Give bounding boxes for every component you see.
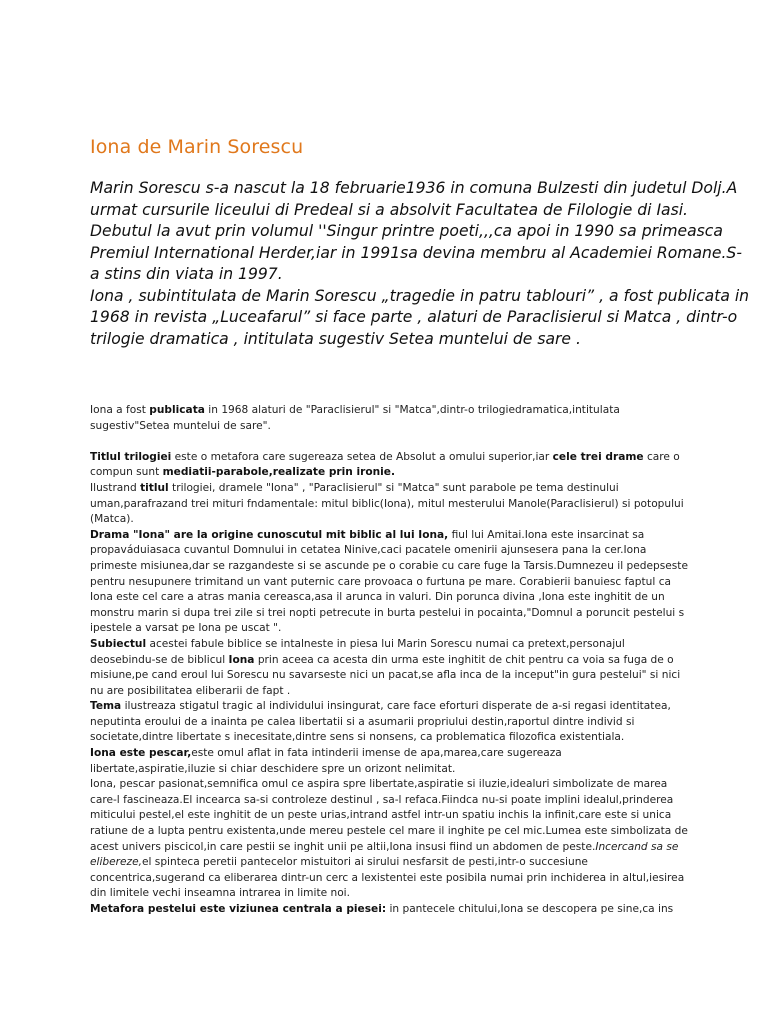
bold-text: Titlul trilogiei (90, 450, 172, 463)
bold-text: Tema (90, 700, 122, 713)
intro-paragraph-biography: Marin Sorescu s-a nascut la 18 februarie1936 in comuna Bulzesti din judetul Dolj.A urmat cursurile liceului di Predeal si a absolvit Facultatea de Filologie di Iasi. Debutul la avut prin volumul ''Singur printre poeti,,,ca apoi in 1990 sa primeasca Premiul International Herder,iar in 1991sa devina membru al Academiei Romane.S-a stins din viata in 1997. (90, 179, 742, 283)
text: este o metafora care sugereaza setea de Absolut a omului superior,iar (171, 450, 553, 463)
text: fiul lui Amitai.Iona este insarcinat sa propaváduiasaca cuvantul Domnului in cetatea Ninive,caci pacatele omenirii ajunsesera pana la cer.Iona primeste misiunea,dar se razgandeste si se ascunde pe o corabie cu care fuge la Tarsis.Dumnezeu il pedepseste pentru nesupunere trimitand un vant puternic care provoaca o furtuna pe mare. Corabierii banuiesc faptul ca Iona este cel care a atras mania cereasca,asa il arunca in valuri. Din porunca divina ,Iona este inghitit de un monstru marin si dupa trei zile si trei nopti petrecute in burta pestelui in pocainta,"Domnul a poruncit pestelui s ipestele a varsat pe Iona pe uscat ". (90, 528, 688, 635)
bold-text: Iona (228, 653, 255, 666)
bold-text: Subiectul (90, 637, 147, 650)
intro-paragraph-play: Iona , subintitulata de Marin Sorescu „tragedie in patru tablouri” , a fost publicata in 1968 in revista „Luceafarul” si face parte , alaturi de Paraclisierul si Matca , dintr-o trilogie dramatica , intitulata sugestiv Setea muntelui de sare . (90, 286, 750, 348)
text: Ilustrand (90, 481, 141, 494)
text: este omul aflat in fata intinderii imense de apa,marea,care sugereaza libertate,aspiratie,iluzie si chiar deschidere spre un orizont nelimitat. (90, 747, 562, 775)
bold-text: cele trei drame (552, 450, 644, 463)
body-section (90, 403, 690, 918)
text: el spinteca peretii pantecelor mistuitori ai sirului nesfarsit de pesti,intr-o succesiune concentrica,sugerand ca eliberarea dintr-un cerc a lexistentei este posibila numai prin inchiderea in altul,iesirea din limitele vechi inseamna intrarea in limite noi. (90, 856, 685, 900)
paragraph-subject (90, 637, 690, 699)
text: care o compun sunt (90, 450, 680, 479)
bold-text: titlul (140, 481, 169, 494)
text: prin aceea ca acesta din urma este inghitit de chit pentru ca voia sa fuga de o misiune,pe cand eroul lui Sorescu nu savarseste nici un pacat,se afla inca de la inceput"in gura pestelui" si nici nu are posibilitatea eliberarii de fapt . (90, 653, 681, 697)
paragraph-metaphor (90, 902, 690, 918)
paragraph-parables (90, 481, 690, 528)
document-title: Iona de Marin Sorescu (90, 136, 304, 158)
text: trilogiei, dramele "Iona" , "Paraclisierul" si "Matca" sunt parabole pe tema destinului uman,parafrazand trei mituri fndamentale: mitul biblic(Iona), mitul mesterului Manole(Paraclisierul) si potopului (Matca). (90, 481, 684, 526)
paragraph-publication (90, 403, 690, 434)
bold-text: mediatii-parabole,realizate prin ironie. (162, 466, 395, 479)
paragraph-theme (90, 699, 690, 746)
italic-text: Incercand sa se elibereze, (90, 840, 679, 869)
text: in pantecele chitului,Iona se descopera pe sine,ca ins (386, 903, 674, 915)
bold-text: Iona este pescar, (90, 747, 192, 760)
text: ilustreaza stigatul tragic al individului insingurat, care face eforturi disperate de a-si regasi identitatea, neputinta eroului de a inainta pe calea libertatii si a asumarii propriului destin,raportul dintre individ si societate,dintre libertate s inecesitate,dintre sens si nonsens, ca problematica filozofica existentiala. (90, 700, 671, 744)
paragraph-title-trilogy (90, 450, 690, 481)
bold-text: Drama "Iona" are la origine cunoscutul mit biblic al lui Iona, (90, 528, 449, 541)
bold-text: publicata (149, 404, 205, 416)
intro-section (90, 178, 750, 350)
text: Iona, pescar pasionat,semnifica omul ce aspira spre libertate,aspiratie si iluzie,idealuri simbolizate de marea care-l fascineaza.El incearca sa-si controleze destinul , sa-l refaca.Fiindca nu-si poate implini idealul,prinderea miticului pestel,el este inghitit de un peste urias,intrand astfel intr-un spatiu inchis la infinit,care este si unica ratiune de a lupta pentru existenta,unde mereu pestele cel mare il inghite pe cel mic.Lumea este simbolizata de acest univers piscicol,in care pestii se inghit unii pe altii,Iona insusi fiind un abdomen de peste. (90, 778, 688, 853)
text: Iona a fost (90, 404, 150, 416)
paragraph-fisherman (90, 746, 690, 777)
text: acestei fabule biblice se intalneste in piesa lui Marin Sorescu numai ca pretext,personajul deosebindu-se de biblicul (90, 637, 625, 666)
paragraph-myth (90, 528, 690, 637)
paragraph-freedom (90, 777, 690, 902)
bold-text: Metafora pestelui este viziunea centrala a piesei: (90, 903, 387, 915)
text: in 1968 alaturi de "Paraclisierul" si "Matca",dintr-o trilogiedramatica,intitulata sugestiv"Setea muntelui de sare". (90, 404, 620, 432)
